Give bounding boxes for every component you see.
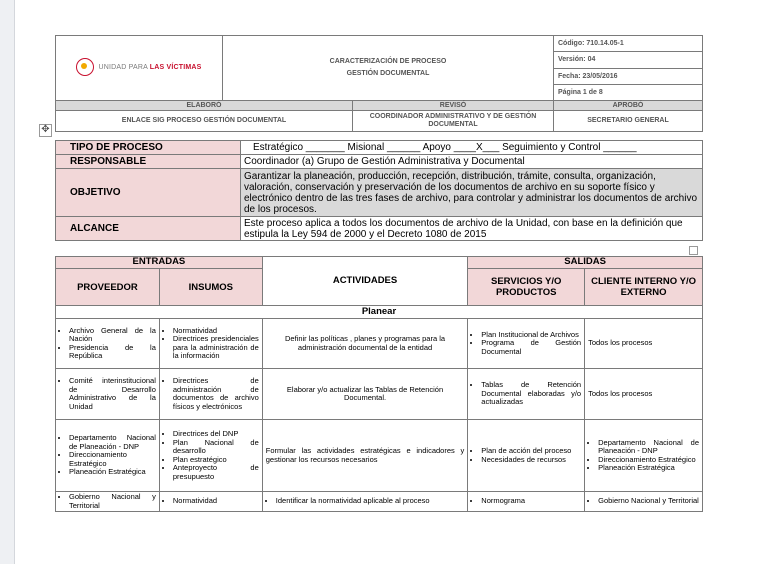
codigo-field: Código: 710.14.05-1 [554, 36, 703, 52]
document-title: CARACTERIZACIÓN DE PROCESO GESTIÓN DOCUMENTAL [223, 36, 554, 101]
cliente-cell: Todos los procesos [585, 369, 703, 420]
cliente-cell: • Departamento Nacional de Planeación - DNP • Direccionamiento Estratégico • Planeación Estratégica [585, 420, 703, 492]
insumos-cell: • Directrices del DNP • Plan Nacional de desarrollo • Plan estratégico • Anteproyecto de presupuesto [159, 420, 262, 492]
reviso-header: REVISÓ [353, 101, 554, 111]
alcance-label: ALCANCE [56, 217, 241, 241]
logo-cell [56, 36, 223, 101]
proveedor-header: PROVEEDOR [56, 269, 160, 306]
cliente-cell: Todos los procesos [585, 319, 703, 369]
servicios-cell: • Tablas de Retención Documental elaboradas y/o actualizadas [468, 369, 585, 420]
servicios-cell: • Normograma [468, 492, 585, 512]
aprobo-header: APROBÓ [554, 101, 703, 111]
entradas-header: ENTRADAS [56, 257, 263, 269]
actividad-cell: Definir las políticas , planes y programas para la administración documental de la entidad [262, 319, 468, 369]
elaboro-header: ELABORÓ [56, 101, 353, 111]
actividad-cell: Formular las actividades estratégicas e indicadores y gestionar los recursos necesarios [262, 420, 468, 492]
objetivo-value: Garantizar la planeación, producción, recepción, distribución, trámite, consulta, organización, valoración, conservación y preservación de los documentos de archivo en su soporte físico y electrónico dentro de las tres fases de archivo, para controlar y administrar los documentos de archivo de los procesos. [241, 169, 703, 217]
left-ruler-gutter [0, 0, 15, 564]
proveedor-cell: • Gobierno Nacional y Territorial [56, 492, 160, 512]
responsable-value: Coordinador (a) Grupo de Gestión Administrativa y Documental [241, 155, 703, 169]
document-header [55, 35, 703, 132]
cliente-cell: • Gobierno Nacional y Territorial [585, 492, 703, 512]
actividad-cell: • Identificar la normatividad aplicable al proceso [262, 492, 468, 512]
pagina-field: Página 1 de 8 [554, 84, 703, 100]
insumos-cell: • Directrices de administración de documentos de archivo físicos y electrónicos [159, 369, 262, 420]
insumos-header: INSUMOS [159, 269, 262, 306]
tipo-proceso-label: TIPO DE PROCESO [56, 141, 241, 155]
actividades-header: ACTIVIDADES [262, 257, 468, 306]
salidas-header: SALIDAS [468, 257, 703, 269]
proveedor-cell: • Comité interinstitucional de Desarrollo Administrativo de la Unidad [56, 369, 160, 420]
fecha-field: Fecha: 23/05/2016 [554, 68, 703, 84]
elaboro-value: ENLACE SIG PROCESO GESTIÓN DOCUMENTAL [56, 111, 353, 132]
proveedor-cell: • Archivo General de la Nación • Presidencia de la República [56, 319, 160, 369]
reviso-value: COORDINADOR ADMINISTRATIVO Y DE GESTIÓN DOCUMENTAL [353, 111, 554, 132]
insumos-cell: • Normatividad • Directrices presidenciales para la administración de la información [159, 319, 262, 369]
table-move-handle-icon[interactable]: ✥ [39, 124, 52, 137]
aprobo-value: SECRETARIO GENERAL [554, 111, 703, 132]
section-planear: Planear [56, 306, 703, 319]
objetivo-label: OBJETIVO [56, 169, 241, 217]
version-field: Versión: 04 [554, 52, 703, 68]
unidad-victimas-logo: UNIDAD PARA LAS VÍCTIMAS [76, 58, 201, 76]
servicios-header: SERVICIOS Y/O PRODUCTOS [468, 269, 585, 306]
tipo-proceso-value: Estratégico _______ Misional ______ Apoyo ____X___ Seguimiento y Control ______ [241, 141, 703, 155]
caracterizacion-table [55, 256, 703, 512]
process-info-table [55, 140, 703, 241]
servicios-cell: • Plan Institucional de Archivos • Programa de Gestión Documental [468, 319, 585, 369]
table-resize-handle[interactable] [689, 246, 698, 255]
alcance-value: Este proceso aplica a todos los documentos de archivo de la Unidad, con base en la definición que estipula la Ley 594 de 2000 y el Decreto 1080 de 2015 [241, 217, 703, 241]
insumos-cell: • Normatividad [159, 492, 262, 512]
servicios-cell: • Plan de acción del proceso • Necesidades de recursos [468, 420, 585, 492]
actividad-cell: Elaborar y/o actualizar las Tablas de Retención Documental. [262, 369, 468, 420]
proveedor-cell: • Departamento Nacional de Planeación - DNP • Direccionamiento Estratégico • Planeación Estratégica [56, 420, 160, 492]
cliente-header: CLIENTE INTERNO Y/O EXTERNO [585, 269, 703, 306]
responsable-label: RESPONSABLE [56, 155, 241, 169]
seal-icon [76, 58, 94, 76]
